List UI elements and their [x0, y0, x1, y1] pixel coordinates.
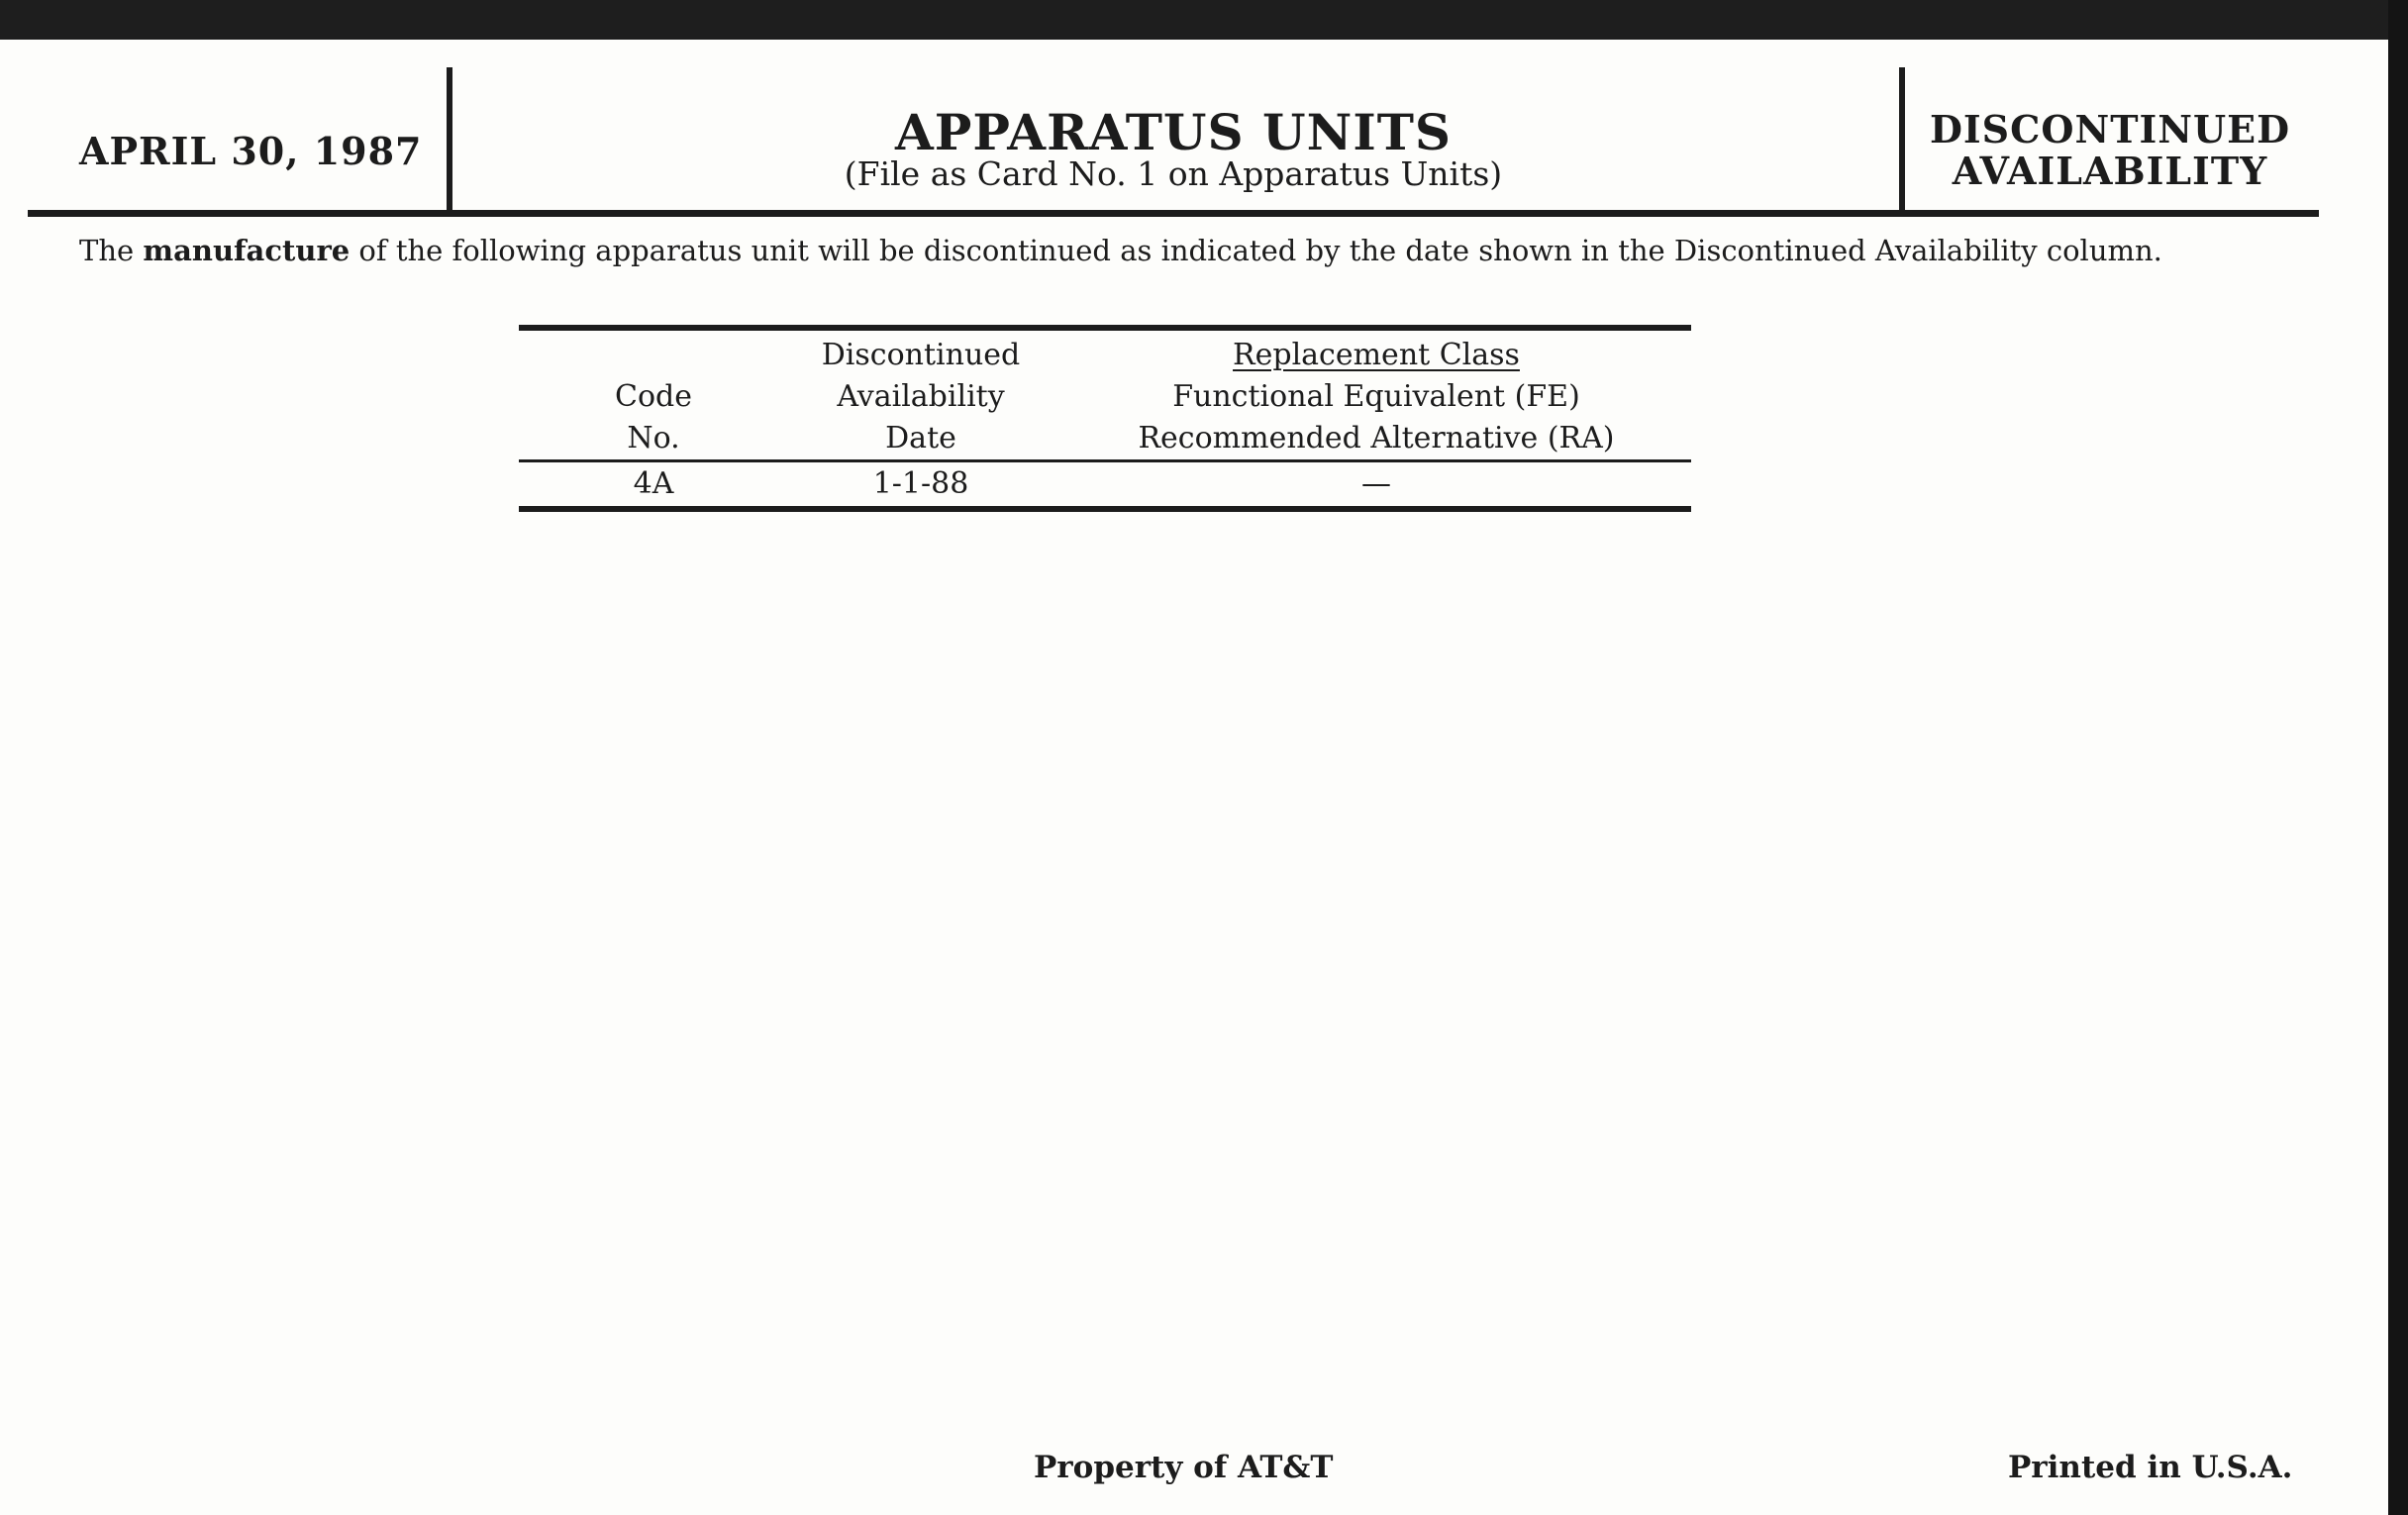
intro-emphasis: manufacture	[143, 234, 351, 267]
header-title: APPARATUS UNITS	[894, 103, 1453, 161]
header-rule	[28, 210, 2319, 217]
table-bottom-rule	[519, 506, 1691, 512]
column-header-code-line2: No.	[627, 421, 680, 455]
intro-prefix: The	[79, 234, 144, 267]
header-subtitle: (File as Card No. 1 on Apparatus Units)	[844, 154, 1503, 193]
column-header-date-line1: Discontinued	[821, 338, 1021, 372]
column-header-date-line2: Availability	[837, 379, 1005, 414]
header-date: APRIL 30, 1987	[79, 129, 423, 173]
table-top-rule	[519, 325, 1691, 331]
column-header-code	[554, 376, 752, 459]
column-header-date-line3: Date	[885, 421, 956, 455]
column-header-replacement	[1089, 335, 1663, 459]
header-status	[1907, 109, 2313, 192]
cell-code: 4A	[633, 466, 674, 501]
column-header-replacement-line1: Replacement Class	[1233, 338, 1520, 372]
cell-date: 1-1-88	[872, 466, 969, 501]
scan-top-edge	[0, 0, 2408, 40]
cell-replacement: —	[1361, 466, 1391, 501]
scan-right-edge	[2388, 0, 2408, 1515]
intro-suffix: of the following apparatus unit will be discontinued as indicated by the date shown in the Discontinued Availability column.	[350, 234, 2162, 267]
column-header-replacement-line2: Functional Equivalent (FE)	[1172, 379, 1580, 414]
column-header-date	[772, 335, 1069, 459]
header-divider-right	[1899, 67, 1905, 214]
column-header-replacement-line3: Recommended Alternative (RA)	[1138, 421, 1615, 455]
table-header-rule	[519, 459, 1691, 462]
intro-paragraph	[79, 234, 2162, 267]
column-header-code-line1: Code	[615, 379, 692, 414]
footer-property: Property of AT&T	[1034, 1450, 1334, 1485]
footer-printed: Printed in U.S.A.	[2008, 1450, 2293, 1485]
header-status-line2: AVAILABILITY	[1952, 149, 2268, 193]
header-divider-left	[447, 67, 452, 216]
header-status-line1: DISCONTINUED	[1929, 107, 2291, 152]
